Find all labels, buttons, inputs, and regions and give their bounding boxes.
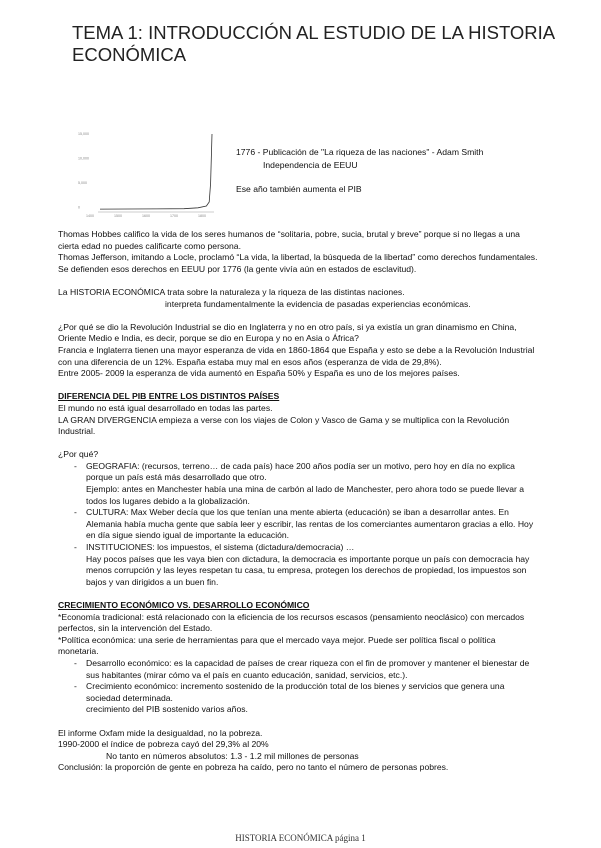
y-tick-label: 0: [78, 205, 80, 210]
note-independence: Independencia de EEUU: [263, 160, 358, 170]
list-item: [58, 681, 538, 716]
paragraph: Francia e Inglaterra tienen una mayor esperanza de vida en 1860-1864 que España y esto se debe a la Revolución Industrial con una diferencia de un 12%. España estaba muy mal en esos años (esperanza de vida de 29,8%).: [58, 344, 535, 367]
list-item-detail: crecimiento del PIB sostenido varios años.: [86, 704, 248, 715]
list-item: [58, 461, 538, 507]
y-tick-label: 10,000: [78, 156, 89, 161]
list-item-text: - Desarrollo económico: es la capacidad de países de crear riqueza con el fin de promover y mantener el bienestar de sus habitantes (mirar cómo va el país en cuanto educación, sanidad, servicios, etc.).: [86, 657, 530, 680]
paragraph: El mundo no está igual desarrollado en todas las partes.: [58, 402, 273, 413]
paragraph: ¿Por qué?: [58, 449, 99, 460]
gdp-history-chart: [78, 130, 218, 218]
paragraph: Conclusión: la proporción de gente en pobreza ha caído, pero no tanto el número de personas pobres.: [58, 762, 449, 773]
paragraph: La HISTORIA ECONÓMICA trata sobre la naturaleza y la riqueza de las distintas naciones.: [58, 286, 405, 297]
list-item-example: Ejemplo: antes en Manchester había una mina de carbón al lado de Manchester, pero ahora todo se puede llevar a todos los lugares debido a la globalización.: [86, 484, 525, 506]
list-item-text: - GEOGRAFIA: (recursos, terreno… de cada país) hace 200 años podía ser un motivo, pero hoy en día no explica porque un país está más desarrollado que otro.: [86, 460, 515, 483]
paragraph: *Política económica: una serie de herramientas para que el mercado vaya mejor. Puede ser política fiscal o política monetaria.: [58, 634, 496, 657]
list-item: [58, 507, 538, 542]
title-line-1: TEMA 1: INTRODUCCIÓN AL ESTUDIO DE LA HISTORIA: [72, 22, 556, 43]
note-1776: 1776 - Publicación de "La riqueza de las naciones" - Adam Smith: [236, 147, 484, 157]
x-tick-label: 1400: [86, 214, 94, 218]
y-tick-label: 15,000: [78, 132, 89, 136]
note-pib: Ese año también aumenta el PIB: [236, 184, 362, 194]
x-tick-label: 1500: [114, 214, 122, 218]
paragraph: *Economía tradicional: está relacionado con la eficiencia de los recursos escasos (pensamiento neoclásico) con mercados perfectos, sin la intervención del Estado.: [58, 611, 525, 634]
paragraph: El informe Oxfam mide la desigualdad, no la pobreza.: [58, 727, 263, 738]
list-item-text: - CULTURA: Max Weber decía que los que tenían una mente abierta (educación) se iban a desarrollar antes. En Alemania había mucha gente que sabía leer y escribir, las rentas de los comerciantes aumentaron gracias a ello. Hoy en día sigue siendo igual de importante la educación.: [86, 507, 534, 541]
gdp-series-line: [100, 134, 212, 209]
definitions-list: [58, 658, 538, 716]
section-heading-crecimiento: CRECIMIENTO ECONÓMICO VS. DESARROLLO ECONÓMICO: [58, 600, 310, 610]
section-heading-pib: DIFERENCIA DEL PIB ENTRE LOS DISTINTOS PAÍSES: [58, 391, 280, 402]
document-body: [58, 229, 538, 774]
paragraph: Thomas Jefferson, imitando a Locle, proclamó “La vida, la libertad, la búsqueda de la libertad” como derechos fundamentales. Se defienden esos derechos en EEUU por 1776 (la gente vivía aún en estados de esclavitud).: [58, 252, 538, 274]
paragraph: 1990-2000 el índice de pobreza cayó del 29,3% al 20%: [58, 739, 269, 750]
sidebar-notes: [236, 146, 483, 196]
list-item-text: - Crecimiento económico: incremento sostenido de la producción total de los bienes y servicios que genera una sociedad determinada.: [86, 681, 505, 703]
paragraph: Thomas Hobbes califico la vida de los seres humanos de “solitaria, pobre, sucia, brutal y breve” porque si no llegas a una cierta edad no puedes calificarte como persona.: [58, 229, 520, 251]
paragraph: No tanto en números absolutos: 1.3 - 1.2 mil millones de personas: [106, 750, 359, 761]
paragraph: ¿Por qué se dio la Revolución Industrial se dio en Inglaterra y no en otro país, si ya existía un gran dinamismo en China, Oriente Medio e India, es decir, porque se dio en Europa y no en Asia o África?: [58, 321, 517, 344]
title-line-2: ECONÓMICA: [72, 44, 187, 65]
x-tick-label: 1800: [198, 214, 206, 218]
list-item: [58, 542, 538, 588]
x-tick-label: 1600: [142, 214, 150, 218]
page-footer: HISTORIA ECONÓMICA página 1: [235, 833, 366, 843]
paragraph: LA GRAN DIVERGENCIA empieza a verse con los viajes de Colon y Vasco de Gama y se multiplica con la Revolución Industrial.: [58, 414, 510, 437]
y-tick-label: 5,000: [78, 181, 87, 185]
x-tick-label: 1700: [170, 214, 178, 218]
list-item: [58, 658, 538, 681]
paragraph: Entre 2005- 2009 la esperanza de vida aumentó en España 50% y España es uno de los mejores países.: [58, 368, 460, 379]
list-item-text: - INSTITUCIONES: los impuestos, el sistema (dictadura/democracia) …: [86, 542, 355, 553]
list-item-detail: Hay pocos países que les vaya bien con dictadura, la democracia es importante porque un país con democracia hay menos corrupción y las leyes respetan tu casa, tu empresa, protegen los derechos de propiedad, los impuestos son bajos y van dirigidos a un buen fin.: [86, 553, 530, 587]
reasons-list: [58, 461, 538, 589]
paragraph: interpreta fundamentalmente la evidencia de pasadas experiencias económicas.: [165, 298, 471, 309]
page-title: [72, 22, 555, 66]
